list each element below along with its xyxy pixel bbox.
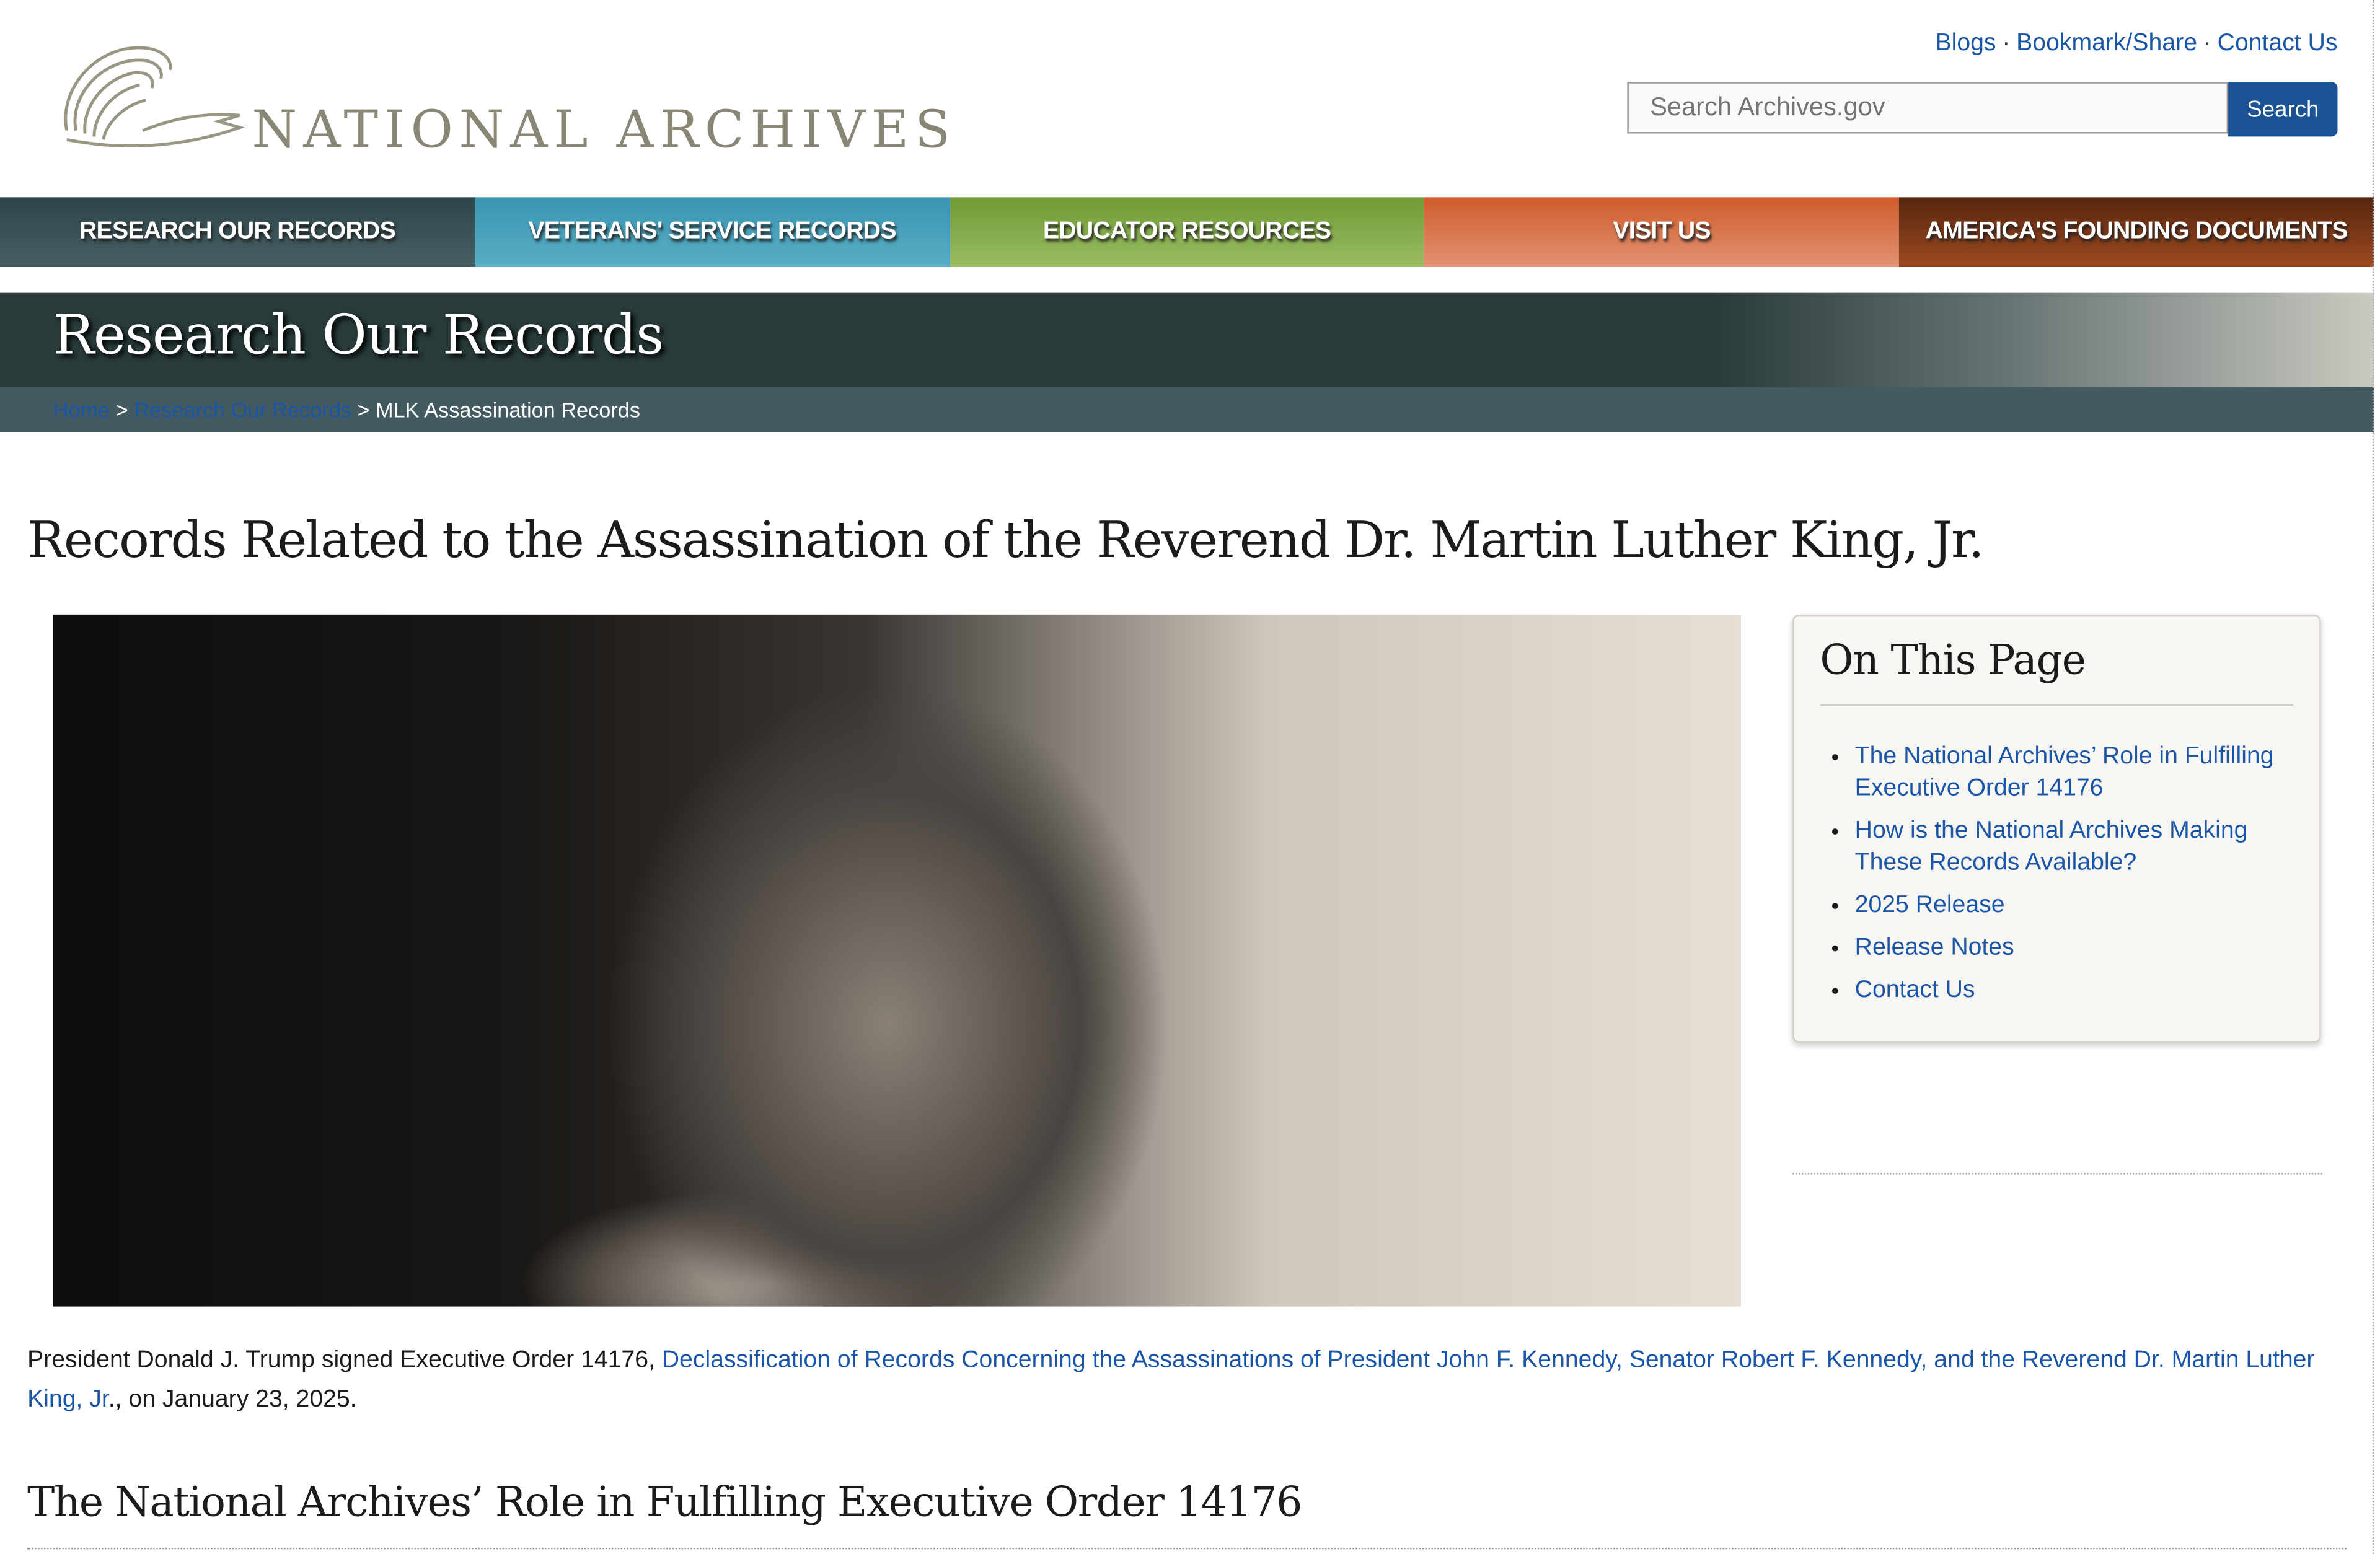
section-heading: The National Archives’ Role in Fulfilling Executive Order 14176 (27, 1479, 1302, 1527)
toc-link[interactable]: 2025 Release (1854, 892, 2005, 918)
breadcrumb-research[interactable]: Research Our Records (134, 397, 351, 422)
bookmark-share-link[interactable]: Bookmark/Share (2016, 30, 2198, 56)
nav-educator-resources[interactable]: EDUCATOR RESOURCES (950, 197, 1424, 267)
main-nav (0, 197, 2374, 267)
toc-divider (1820, 704, 2293, 705)
search-button[interactable]: Search (2228, 82, 2337, 136)
toc-list (1825, 740, 2311, 1017)
section-title: Research Our Records (53, 305, 664, 367)
executive-order-link[interactable]: Declassification of Records Concerning the Assassinations of President John F. Kennedy, Senator Robert F. Kennedy, and the Reverend Dr. Martin Luther King, Jr (27, 1347, 2315, 1413)
utility-links: Blogs · Bookmark/Share · Contact Us (1935, 30, 2338, 56)
on-this-page-box (1792, 615, 2320, 1043)
eagle-logo-icon (51, 40, 245, 158)
divider (27, 1548, 2347, 1549)
divider (1792, 1173, 2322, 1174)
national-archives-logo[interactable] (51, 40, 956, 161)
nav-founding-documents[interactable]: AMERICA'S FOUNDING DOCUMENTS (1899, 197, 2374, 267)
nav-visit-us[interactable]: VISIT US (1424, 197, 1899, 267)
breadcrumb-home[interactable]: Home (53, 397, 110, 422)
page-title: Records Related to the Assassination of the Reverend Dr. Martin Luther King, Jr. (27, 509, 1983, 569)
site-search (1627, 82, 2337, 136)
nav-veterans-service-records[interactable]: VETERANS' SERVICE RECORDS (475, 197, 950, 267)
toc-title: On This Page (1820, 637, 2086, 685)
caption-text: President Donald J. Trump signed Executive Order 14176, (27, 1347, 662, 1374)
logo-text: NATIONAL ARCHIVES (252, 100, 956, 161)
breadcrumb-current: MLK Assassination Records (376, 397, 640, 422)
toc-link[interactable]: The National Archives’ Role in Fulfilling Executive Order 14176 (1854, 744, 2274, 802)
contact-us-link[interactable]: Contact Us (2217, 30, 2338, 56)
search-input[interactable] (1627, 82, 2228, 133)
nav-research-our-records[interactable]: RESEARCH OUR RECORDS (0, 197, 475, 267)
blogs-link[interactable]: Blogs (1935, 30, 1996, 56)
scrollbar[interactable] (2373, 0, 2380, 1554)
toc-link[interactable]: How is the National Archives Making These Records Available? (1854, 818, 2248, 876)
mlk-portrait-photo (53, 615, 1741, 1307)
photo-caption (27, 1341, 2334, 1420)
toc-link[interactable]: Release Notes (1854, 934, 2014, 961)
section-banner (0, 293, 2374, 387)
caption-date: ., on January 23, 2025. (108, 1387, 357, 1413)
breadcrumb: Home > Research Our Records > MLK Assassination Records (0, 387, 2374, 432)
toc-link[interactable]: Contact Us (1854, 977, 1975, 1003)
